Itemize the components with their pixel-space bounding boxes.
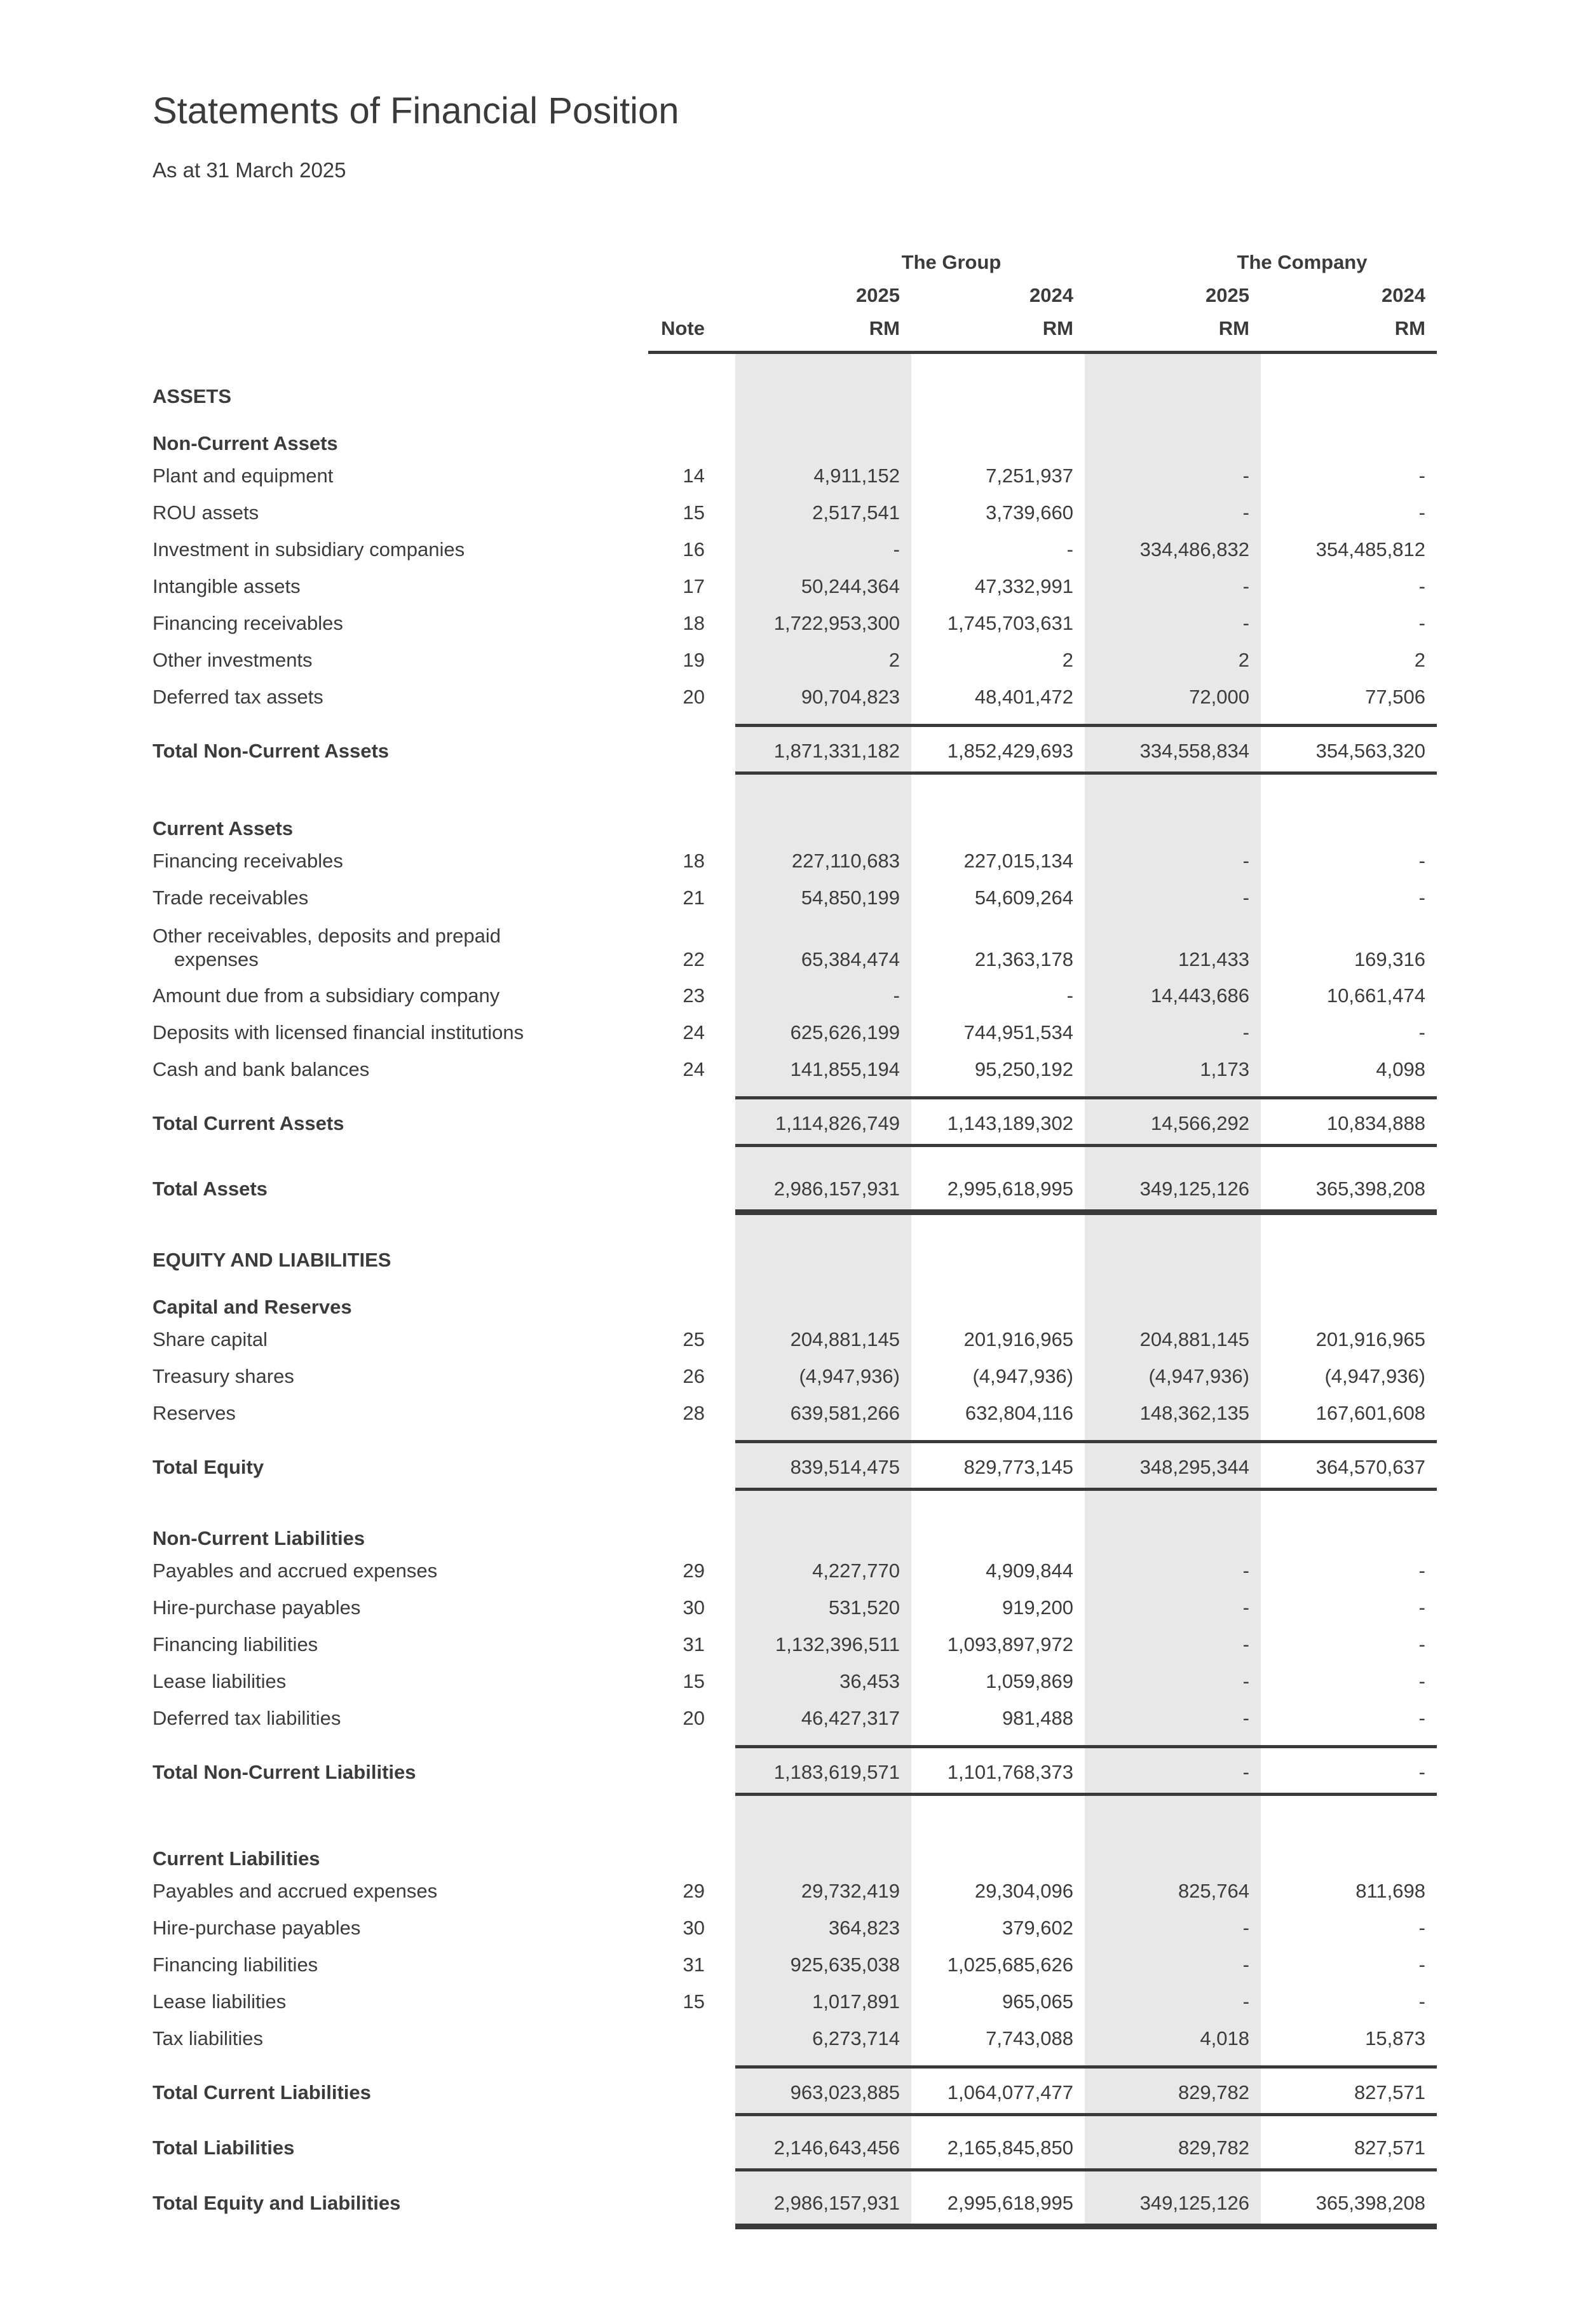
company-2024-value: 811,698	[1355, 1879, 1425, 1902]
group-2024-value: 7,743,088	[986, 2027, 1073, 2049]
group-2024-value: 632,804,116	[965, 1401, 1073, 1424]
row-label: Financing receivables	[153, 849, 343, 872]
group-2024-value: 2,995,618,995	[947, 2191, 1073, 2214]
group-2025-value: 2,517,541	[812, 501, 900, 524]
company-2024-value: 354,563,320	[1315, 739, 1425, 762]
rule-row	[153, 1745, 1437, 1748]
group-column-header: The Group	[901, 250, 1002, 273]
table-row	[153, 641, 1437, 678]
company-2024-value: -	[1418, 1990, 1425, 2013]
group-2024-value: 7,251,937	[986, 464, 1073, 487]
group-2024-value: 227,015,134	[963, 849, 1073, 872]
company-2025-value: -	[1242, 464, 1249, 487]
company-2025-value: -	[1242, 1760, 1249, 1783]
table-row	[153, 1321, 1437, 1357]
subtotal-rule	[735, 1488, 1437, 1491]
company-2025-value: 348,295,344	[1139, 1455, 1249, 1478]
company-2024-value: -	[1418, 1953, 1425, 1976]
company-2025-value: -	[1242, 501, 1249, 524]
group-2025-value: -	[893, 984, 900, 1007]
group-2025-value: 963,023,885	[790, 2081, 900, 2103]
company-2024-value: 364,570,637	[1315, 1455, 1425, 1478]
group-2024-rm-header: RM	[1042, 316, 1073, 339]
section-header-label: Capital and Reserves	[153, 1295, 352, 1318]
subtotal-rule	[735, 1440, 1437, 1443]
company-2024-value: 167,601,608	[1315, 1401, 1425, 1424]
group-2025-value: 36,453	[839, 1669, 900, 1692]
group-2025-value: 1,017,891	[812, 1990, 900, 2013]
row-note: 24	[683, 1057, 705, 1080]
group-2024-value: 1,143,189,302	[947, 1111, 1073, 1134]
group-2024-value: 1,745,703,631	[947, 611, 1073, 634]
row-note: 29	[683, 1879, 705, 1902]
group-2025-value: 90,704,823	[801, 685, 900, 708]
company-2024-year-header: 2024	[1382, 283, 1425, 306]
group-2025-value: 54,850,199	[801, 886, 900, 909]
company-2024-value: 77,506	[1365, 685, 1425, 708]
company-2025-value: 334,558,834	[1139, 739, 1249, 762]
row-note: 30	[683, 1596, 705, 1619]
group-2025-value: (4,947,936)	[799, 1364, 900, 1387]
company-2024-value: 10,834,888	[1326, 1111, 1425, 1134]
company-2024-rm-header: RM	[1394, 316, 1425, 339]
table-row	[153, 1872, 1437, 1909]
note-rm-header-row	[153, 314, 1437, 342]
group-2024-value: 379,602	[1002, 1916, 1073, 1939]
group-2025-value: 2	[888, 648, 900, 671]
section-header-row	[153, 1524, 1437, 1552]
table-row	[153, 531, 1437, 567]
table-row	[153, 1589, 1437, 1626]
table-row	[153, 678, 1437, 715]
company-2025-value: 1,173	[1200, 1057, 1249, 1080]
company-2025-value: 148,362,135	[1139, 1401, 1249, 1424]
page-title: Statements of Financial Position	[153, 90, 679, 132]
row-label: Investment in subsidiary companies	[153, 538, 465, 561]
group-2024-value: 47,332,991	[974, 574, 1073, 597]
row-note: 15	[683, 1990, 705, 2013]
group-2024-value: 2,995,618,995	[947, 1177, 1073, 1200]
group-2024-value: 1,101,768,373	[947, 1760, 1073, 1783]
company-2025-value: -	[1242, 849, 1249, 872]
row-label: Total Non-Current Liabilities	[153, 1760, 416, 1783]
section-header-label: Non-Current Liabilities	[153, 1526, 365, 1549]
group-2025-value: 625,626,199	[790, 1021, 900, 1043]
group-2024-value: 965,065	[1002, 1990, 1073, 2013]
group-2024-value: 3,739,660	[986, 501, 1073, 524]
group-2024-value: -	[1066, 984, 1073, 1007]
column-group-header-row	[153, 248, 1437, 276]
group-2025-value: 1,871,331,182	[773, 739, 900, 762]
company-2025-value: -	[1242, 611, 1249, 634]
company-2025-value: 349,125,126	[1139, 2191, 1249, 2214]
group-2025-value: 1,114,826,749	[775, 1111, 900, 1134]
table-row	[153, 977, 1437, 1014]
row-label: Intangible assets	[153, 574, 301, 597]
page-subtitle: As at 31 March 2025	[153, 158, 346, 182]
group-2025-value: 531,520	[828, 1596, 900, 1619]
row-label: Hire-purchase payables	[153, 1596, 361, 1619]
group-2024-value: 829,773,145	[963, 1455, 1073, 1478]
row-note: 19	[683, 648, 705, 671]
table-row	[153, 1394, 1437, 1431]
table-row	[153, 1014, 1437, 1050]
row-label: Amount due from a subsidiary company	[153, 984, 500, 1007]
company-2024-value: -	[1418, 464, 1425, 487]
table-row	[153, 1946, 1437, 1983]
company-2024-value: -	[1418, 1596, 1425, 1619]
group-2024-value: 48,401,472	[974, 685, 1073, 708]
header-rule	[648, 351, 1437, 354]
rule-row	[153, 2224, 1437, 2229]
section-header-row	[153, 1246, 1437, 1274]
section-header-row	[153, 382, 1437, 410]
section-header-row	[153, 429, 1437, 457]
group-2025-value: 639,581,266	[790, 1401, 900, 1424]
company-2024-value: -	[1418, 574, 1425, 597]
group-2024-value: 981,488	[1002, 1706, 1073, 1729]
group-2025-value: 4,227,770	[812, 1559, 900, 1582]
row-note: 24	[683, 1021, 705, 1043]
rule-row	[153, 724, 1437, 727]
company-2025-value: -	[1242, 1916, 1249, 1939]
company-2025-year-header: 2025	[1206, 283, 1249, 306]
table-row	[153, 842, 1437, 879]
rule-row	[153, 1488, 1437, 1491]
subtotal-rule	[735, 1793, 1437, 1796]
table-row	[153, 916, 1437, 977]
row-label: Financing liabilities	[153, 1633, 318, 1655]
group-2024-value: 2,165,845,850	[947, 2136, 1073, 2159]
subtotal-rule	[735, 724, 1437, 727]
table-row	[153, 1357, 1437, 1394]
grand-total-rule	[735, 2224, 1437, 2229]
row-note: 28	[683, 1401, 705, 1424]
row-label: Cash and bank balances	[153, 1057, 370, 1080]
total-row	[153, 2131, 1437, 2163]
group-2025-value: 29,732,419	[801, 1879, 900, 1902]
company-2024-value: 169,316	[1354, 948, 1425, 970]
row-label: Total Current Liabilities	[153, 2081, 371, 2103]
company-2024-value: -	[1418, 1669, 1425, 1692]
company-2024-value: -	[1418, 1559, 1425, 1582]
company-2024-value: 4,098	[1376, 1057, 1425, 1080]
row-note: 30	[683, 1916, 705, 1939]
total-row	[153, 2076, 1437, 2108]
group-2025-value: 46,427,317	[801, 1706, 900, 1729]
row-label: Deferred tax assets	[153, 685, 323, 708]
year-header-row	[153, 281, 1437, 309]
row-label: Trade receivables	[153, 886, 309, 909]
row-note: 25	[683, 1328, 705, 1350]
table-row	[153, 1552, 1437, 1589]
row-note: 18	[683, 611, 705, 634]
table-row	[153, 879, 1437, 916]
group-2025-year-header: 2025	[856, 283, 900, 306]
company-2025-value: (4,947,936)	[1148, 1364, 1249, 1387]
row-label: Payables and accrued expenses	[153, 1879, 438, 1902]
row-label: Other investments	[153, 648, 313, 671]
row-label: Total Liabilities	[153, 2136, 295, 2159]
row-note: 23	[683, 984, 705, 1007]
group-2025-value: 227,110,683	[791, 849, 900, 872]
group-2025-value: 2,986,157,931	[773, 1177, 900, 1200]
rule-row	[153, 2168, 1437, 2171]
company-2024-value: 201,916,965	[1315, 1328, 1425, 1350]
rule-row	[153, 1144, 1437, 1147]
row-note: 14	[683, 464, 705, 487]
company-2025-value: 14,566,292	[1150, 1111, 1249, 1134]
row-label: Deposits with licensed financial institutions	[153, 1021, 524, 1043]
section-header-label: ASSETS	[153, 384, 232, 407]
table-row	[153, 604, 1437, 641]
subtotal-rule	[735, 2168, 1437, 2171]
group-2024-year-header: 2024	[1029, 283, 1073, 306]
row-note: 17	[683, 574, 705, 597]
section-header-label: Non-Current Assets	[153, 432, 338, 454]
rule-row	[153, 771, 1437, 775]
row-label-line-2: expenses	[174, 948, 259, 970]
row-note: 16	[683, 538, 705, 561]
header-rule-row	[153, 351, 1437, 354]
company-2025-value: -	[1242, 1021, 1249, 1043]
company-2024-value: 10,661,474	[1326, 984, 1425, 1007]
group-2025-rm-header: RM	[869, 316, 900, 339]
company-2025-value: 334,486,832	[1139, 538, 1249, 561]
company-2025-value: -	[1242, 1990, 1249, 2013]
company-2025-value: -	[1242, 1706, 1249, 1729]
rule-row	[153, 2113, 1437, 2116]
grand-total-rule	[735, 1209, 1437, 1215]
row-note: 20	[683, 685, 705, 708]
company-2025-value: 829,782	[1178, 2136, 1249, 2159]
subtotal-rule	[735, 2113, 1437, 2116]
company-2024-value: -	[1418, 1916, 1425, 1939]
row-note: 20	[683, 1706, 705, 1729]
table-row	[153, 494, 1437, 531]
group-2024-value: 21,363,178	[974, 948, 1073, 970]
group-2024-value: 4,909,844	[986, 1559, 1073, 1582]
subtotal-rule	[735, 1096, 1437, 1099]
section-header-row	[153, 1844, 1437, 1872]
total-row	[153, 1756, 1437, 1788]
company-2025-value: -	[1242, 1596, 1249, 1619]
section-header-row	[153, 1293, 1437, 1321]
group-2024-value: 1,093,897,972	[947, 1633, 1073, 1655]
group-2024-value: (4,947,936)	[972, 1364, 1073, 1387]
table-row	[153, 1909, 1437, 1946]
subtotal-rule	[735, 771, 1437, 775]
company-2025-value: 4,018	[1200, 2027, 1249, 2049]
company-2024-value: -	[1418, 886, 1425, 909]
subtotal-rule	[735, 1745, 1437, 1748]
group-2024-value: 201,916,965	[963, 1328, 1073, 1350]
table-row	[153, 1662, 1437, 1699]
company-2025-rm-header: RM	[1218, 316, 1249, 339]
section-header-label: EQUITY AND LIABILITIES	[153, 1248, 391, 1271]
company-2024-value: -	[1418, 849, 1425, 872]
total-row	[153, 2187, 1437, 2219]
row-label: Total Equity and Liabilities	[153, 2191, 401, 2214]
group-2024-value: 744,951,534	[963, 1021, 1073, 1043]
table-row	[153, 1626, 1437, 1662]
section-header-label: Current Liabilities	[153, 1847, 320, 1870]
row-note: 15	[683, 1669, 705, 1692]
company-2024-value: -	[1418, 1706, 1425, 1729]
group-2025-value: 1,183,619,571	[773, 1760, 900, 1783]
group-2025-value: 1,722,953,300	[773, 611, 900, 634]
subtotal-rule	[735, 1144, 1437, 1147]
row-label: Treasury shares	[153, 1364, 294, 1387]
company-2025-value: 72,000	[1189, 685, 1249, 708]
row-label: Reserves	[153, 1401, 236, 1424]
company-2024-value: 365,398,208	[1315, 1177, 1425, 1200]
total-row	[153, 735, 1437, 766]
row-label: Financing receivables	[153, 611, 343, 634]
group-2024-value: 1,025,685,626	[947, 1953, 1073, 1976]
company-2025-value: -	[1242, 1633, 1249, 1655]
company-2024-value: -	[1418, 1760, 1425, 1783]
row-note: 18	[683, 849, 705, 872]
statement-content	[153, 0, 1437, 2229]
company-2025-value: 825,764	[1178, 1879, 1249, 1902]
note-column-header: Note	[661, 316, 705, 339]
group-2024-value: 919,200	[1002, 1596, 1073, 1619]
section-header-row	[153, 814, 1437, 842]
rule-row	[153, 1209, 1437, 1215]
company-2025-value: -	[1242, 1953, 1249, 1976]
row-label: Lease liabilities	[153, 1990, 287, 2013]
row-note: 21	[683, 886, 705, 909]
group-2025-value: 65,384,474	[801, 948, 900, 970]
company-2025-value: 121,433	[1178, 948, 1249, 970]
group-2024-value: 29,304,096	[974, 1879, 1073, 1902]
section-header-label: Current Assets	[153, 817, 294, 839]
group-2025-value: 925,635,038	[790, 1953, 900, 1976]
rule-row	[153, 1793, 1437, 1796]
rule-row	[153, 1440, 1437, 1443]
company-2024-value: 15,873	[1365, 2027, 1425, 2049]
company-2024-value: 827,571	[1354, 2081, 1425, 2103]
group-2025-value: 2,146,643,456	[773, 2136, 900, 2159]
group-2025-value: 1,132,396,511	[775, 1633, 900, 1655]
total-row	[153, 1451, 1437, 1483]
company-2025-value: -	[1242, 1559, 1249, 1582]
company-2024-value: 354,485,812	[1315, 538, 1425, 561]
subtotal-rule	[735, 2065, 1437, 2069]
group-2024-value: 95,250,192	[974, 1057, 1073, 1080]
table-row	[153, 457, 1437, 494]
company-2025-value: 204,881,145	[1139, 1328, 1249, 1350]
row-label: Financing liabilities	[153, 1953, 318, 1976]
group-2024-value: 2	[1062, 648, 1073, 671]
table-row	[153, 567, 1437, 604]
row-note: 31	[683, 1633, 705, 1655]
row-label: Tax liabilities	[153, 2027, 264, 2049]
company-2025-value: -	[1242, 574, 1249, 597]
table-row	[153, 1050, 1437, 1087]
company-2024-value: -	[1418, 501, 1425, 524]
rule-row	[153, 2065, 1437, 2069]
group-2025-value: 204,881,145	[790, 1328, 900, 1350]
table-row	[153, 1699, 1437, 1736]
row-label: Total Current Assets	[153, 1111, 344, 1134]
group-2025-value: 50,244,364	[801, 574, 900, 597]
group-2025-value: 2,986,157,931	[773, 2191, 900, 2214]
group-2025-value: 839,514,475	[790, 1455, 900, 1478]
group-2025-value: 364,823	[828, 1916, 900, 1939]
row-label: Share capital	[153, 1328, 268, 1350]
row-label: Plant and equipment	[153, 464, 334, 487]
rule-row	[153, 1096, 1437, 1099]
company-2024-value: 2	[1414, 648, 1425, 671]
row-note: 29	[683, 1559, 705, 1582]
company-2024-value: 827,571	[1354, 2136, 1425, 2159]
company-2025-value: 2	[1238, 648, 1249, 671]
company-2024-value: -	[1418, 1021, 1425, 1043]
row-label: Total Assets	[153, 1177, 268, 1200]
company-2024-value: -	[1418, 611, 1425, 634]
group-2025-value: -	[893, 538, 900, 561]
row-label: Total Non-Current Assets	[153, 739, 390, 762]
row-note: 31	[683, 1953, 705, 1976]
row-label: Lease liabilities	[153, 1669, 287, 1692]
row-label: Payables and accrued expenses	[153, 1559, 438, 1582]
row-label: Total Equity	[153, 1455, 264, 1478]
group-2025-value: 4,911,152	[813, 464, 900, 487]
row-label-line-1: Other receivables, deposits and prepaid	[153, 925, 501, 947]
company-2024-value: -	[1418, 1633, 1425, 1655]
group-2024-value: 1,059,869	[986, 1669, 1073, 1692]
company-2025-value: -	[1242, 886, 1249, 909]
row-label	[153, 924, 648, 977]
group-2024-value: -	[1066, 538, 1073, 561]
company-2024-value: 365,398,208	[1315, 2191, 1425, 2214]
company-2025-value: -	[1242, 1669, 1249, 1692]
group-2024-value: 1,064,077,477	[947, 2081, 1073, 2103]
row-note: 26	[683, 1364, 705, 1387]
company-2025-value: 829,782	[1178, 2081, 1249, 2103]
company-column-header: The Company	[1237, 250, 1368, 273]
total-row	[153, 1107, 1437, 1139]
row-label: Hire-purchase payables	[153, 1916, 361, 1939]
group-2024-value: 1,852,429,693	[947, 739, 1073, 762]
row-note: 15	[683, 501, 705, 524]
company-2025-value: 349,125,126	[1139, 1177, 1249, 1200]
table-row	[153, 1983, 1437, 2020]
row-label: Deferred tax liabilities	[153, 1706, 341, 1729]
group-2025-value: 6,273,714	[812, 2027, 900, 2049]
table-row	[153, 2020, 1437, 2056]
row-label: ROU assets	[153, 501, 259, 524]
group-2024-value: 54,609,264	[974, 886, 1073, 909]
company-2024-value: (4,947,936)	[1324, 1364, 1425, 1387]
company-2025-value: 14,443,686	[1150, 984, 1249, 1007]
group-2025-value: 141,855,194	[790, 1057, 900, 1080]
total-row	[153, 1172, 1437, 1204]
row-note: 22	[683, 948, 705, 970]
